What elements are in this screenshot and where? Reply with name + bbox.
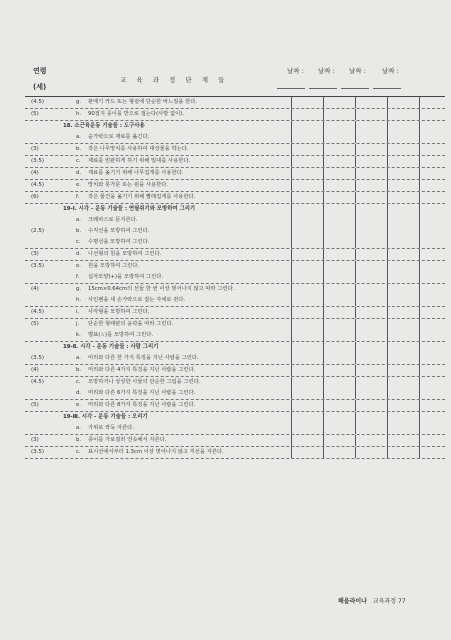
item-line <box>25 261 445 272</box>
item-line <box>25 237 445 248</box>
table-row <box>25 284 445 307</box>
item-text: 종이를 가로질러 연속해서 자른다. <box>88 437 167 443</box>
age-value: (4.5) <box>31 379 45 385</box>
section-heading-line <box>25 204 445 215</box>
item-line <box>25 180 445 191</box>
item-line <box>25 295 445 306</box>
item-text: 수직선을 모방하여 그린다. <box>88 228 150 234</box>
age-value: (2.5) <box>31 228 45 234</box>
item-letter: a. <box>76 134 81 140</box>
item-text: 재료를 옮기기 위해 나무집게를 사용한다. <box>88 170 184 176</box>
curriculum-table <box>25 96 445 459</box>
age-value: (4.5) <box>31 99 45 105</box>
item-letter: d. <box>76 251 82 257</box>
item-line <box>25 423 445 434</box>
item-line <box>25 168 445 179</box>
date-field-line-1 <box>277 88 305 89</box>
item-line <box>25 249 445 260</box>
age-value: (3.5) <box>31 158 45 164</box>
age-value: (3.5) <box>31 449 45 455</box>
table-row <box>25 365 445 377</box>
item-text: 가위로 싹둑 자른다. <box>88 425 134 431</box>
date-field-line-4 <box>373 88 401 89</box>
item-letter: e. <box>76 402 81 408</box>
item-letter: e. <box>76 263 81 269</box>
section-heading: 19-Ⅱ. 시각 - 운동 기술들 : 사람 그리기 <box>63 344 159 350</box>
item-text: 사인펜을 세 손가락으로 잡는 자세로 쥔다. <box>88 297 186 303</box>
item-line <box>25 377 445 388</box>
item-text: 나선형의 원을 모방하여 그린다. <box>88 251 162 257</box>
age-value: (5) <box>31 111 39 117</box>
table-row <box>25 435 445 447</box>
item-line <box>25 319 445 330</box>
item-line <box>25 97 445 108</box>
table-row <box>25 400 445 412</box>
item-letter: c. <box>76 239 81 245</box>
page-number: 77 <box>398 598 406 605</box>
footer-section: 교육과정 <box>372 598 397 605</box>
table-row <box>25 412 445 435</box>
item-letter: f. <box>76 274 80 280</box>
table-row <box>25 96 445 109</box>
table-row <box>25 261 445 284</box>
table-row <box>25 319 445 342</box>
item-line <box>25 307 445 318</box>
item-text: 15cm×0.64cm의 선들 한 번 이상 벗어나지 않고 따라 그린다. <box>88 286 235 292</box>
item-text: 표시선에서부터 1.3cm 이상 벗어나지 않고 직선을 자른다. <box>88 449 224 455</box>
page-footer <box>338 596 406 605</box>
item-letter: f. <box>76 194 80 200</box>
section-heading-line <box>25 412 445 423</box>
item-line <box>25 435 445 446</box>
item-line <box>25 132 445 143</box>
item-text: 크레파스로 문지른다. <box>88 217 138 223</box>
date-label-2: 날짜 : <box>318 67 335 75</box>
age-value: (3) <box>31 437 39 443</box>
item-text: 90접지 종이를 반으로 접는다(사방 없이). <box>88 111 185 117</box>
date-field-line-2 <box>309 88 337 89</box>
item-text: 머리와 다른 한 가지 특징을 지닌 사람을 그린다. <box>88 355 199 361</box>
item-text: 판매기 카드 또는 형겊에 단순한 바느질을 한다. <box>88 99 198 105</box>
item-text: 머리와 다른 8가지 특징을 지닌 사람을 그린다. <box>88 402 196 408</box>
section-heading-line <box>25 342 445 353</box>
footer-brand: 해을라이나 <box>338 598 367 605</box>
item-letter: b. <box>76 367 82 373</box>
item-line <box>25 144 445 155</box>
item-letter: c. <box>76 449 81 455</box>
item-text: 원을 모방하여 그린다. <box>88 263 140 269</box>
age-value: (3) <box>31 146 39 152</box>
item-letter: d. <box>76 170 82 176</box>
table-row <box>25 204 445 249</box>
item-text: 망치와 못가문 또는 핀을 사용한다. <box>88 182 169 188</box>
item-text: 별표(☆)를 모방하여 그린다. <box>88 332 154 338</box>
table-header <box>25 60 445 98</box>
item-line <box>25 109 445 120</box>
item-line <box>25 215 445 226</box>
item-text: 머리와 다른 6가지 특징을 지닌 사람을 그린다. <box>88 390 196 396</box>
item-line <box>25 330 445 341</box>
item-text: 재료를 빈판하게 하기 위해 밀대를 사용한다. <box>88 158 191 164</box>
section-heading-line <box>25 121 445 132</box>
table-row <box>25 109 445 121</box>
item-text: 사각형을 모방하여 그린다. <box>88 309 150 315</box>
table-row <box>25 249 445 261</box>
item-line <box>25 272 445 283</box>
section-heading: 19-Ⅰ. 시각 - 운동 기술들 : 연필쥐기와 모방하여 그리기 <box>63 206 196 212</box>
table-row <box>25 144 445 156</box>
item-letter: g. <box>76 99 82 105</box>
age-value: (4.5) <box>31 309 45 315</box>
date-label-4: 날짜 : <box>382 67 399 75</box>
item-text: 모방하거나 상상한 사물의 단순한 그림을 그린다. <box>88 379 201 385</box>
item-letter: g. <box>76 286 82 292</box>
table-row <box>25 180 445 192</box>
date-label-1: 날짜 : <box>287 67 304 75</box>
table-row <box>25 192 445 204</box>
item-line <box>25 226 445 237</box>
item-letter: c. <box>76 379 81 385</box>
table-row <box>25 307 445 319</box>
table-row <box>25 342 445 365</box>
item-letter: a. <box>76 355 81 361</box>
section-heading: 19-Ⅲ. 시각 - 운동 기술들 : 오리기 <box>63 414 148 420</box>
age-value: (4.5) <box>31 182 45 188</box>
item-text: 작은 나무망치를 사용하여 대상물을 박는다. <box>88 146 189 152</box>
item-letter: d. <box>76 390 82 396</box>
item-letter: b. <box>76 228 82 234</box>
item-text: 머리와 다른 4가지 특징을 지닌 사람을 그린다. <box>88 367 196 373</box>
item-letter: i. <box>76 309 80 315</box>
item-letter: h. <box>76 297 82 303</box>
item-text: 작은 물건을 옮기기 위해 빨래집게를 사용한다. <box>88 194 196 200</box>
age-value: (3) <box>31 251 39 257</box>
age-value: (4) <box>31 286 39 292</box>
item-text: 단순한 형태판의 윤곽을 따라 그린다. <box>88 321 174 327</box>
item-letter: k. <box>76 332 81 338</box>
table-row <box>25 377 445 400</box>
section-heading: 18. 소근육운동 기술들 : 도구사용 <box>63 123 145 129</box>
item-line <box>25 156 445 167</box>
curriculum-steps-title: 교 육 과 정 단 계 들 <box>120 76 229 84</box>
item-text: 숟가락으로 재료를 옮긴다. <box>88 134 150 140</box>
date-label-3: 날짜 : <box>349 67 366 75</box>
item-letter: h. <box>76 111 82 117</box>
age-value: (3.5) <box>31 263 45 269</box>
age-value: (3.5) <box>31 355 45 361</box>
age-value: (4) <box>31 367 39 373</box>
item-letter: a. <box>76 425 81 431</box>
item-letter: e. <box>76 182 81 188</box>
age-value: (5) <box>31 321 39 327</box>
item-letter: a. <box>76 217 81 223</box>
table-row <box>25 156 445 168</box>
item-line <box>25 400 445 411</box>
table-row <box>25 121 445 144</box>
age-unit-label: (세) <box>33 83 47 91</box>
table-row <box>25 168 445 180</box>
table-row <box>25 447 445 459</box>
item-text: 십자모양(+)을 모방하여 그린다. <box>88 274 164 280</box>
item-line <box>25 353 445 364</box>
item-letter: b. <box>76 146 82 152</box>
item-line <box>25 447 445 458</box>
age-value: (5) <box>31 402 39 408</box>
item-letter: c. <box>76 158 81 164</box>
item-letter: j. <box>76 321 80 327</box>
age-value: (6) <box>31 194 39 200</box>
date-field-line-3 <box>341 88 369 89</box>
item-text: 수평선을 모방하여 그린다. <box>88 239 150 245</box>
item-line <box>25 284 445 295</box>
item-letter: b. <box>76 437 82 443</box>
age-value: (4) <box>31 170 39 176</box>
age-column-label: 연령 <box>33 67 47 75</box>
item-line <box>25 365 445 376</box>
item-line <box>25 192 445 203</box>
item-line <box>25 388 445 399</box>
